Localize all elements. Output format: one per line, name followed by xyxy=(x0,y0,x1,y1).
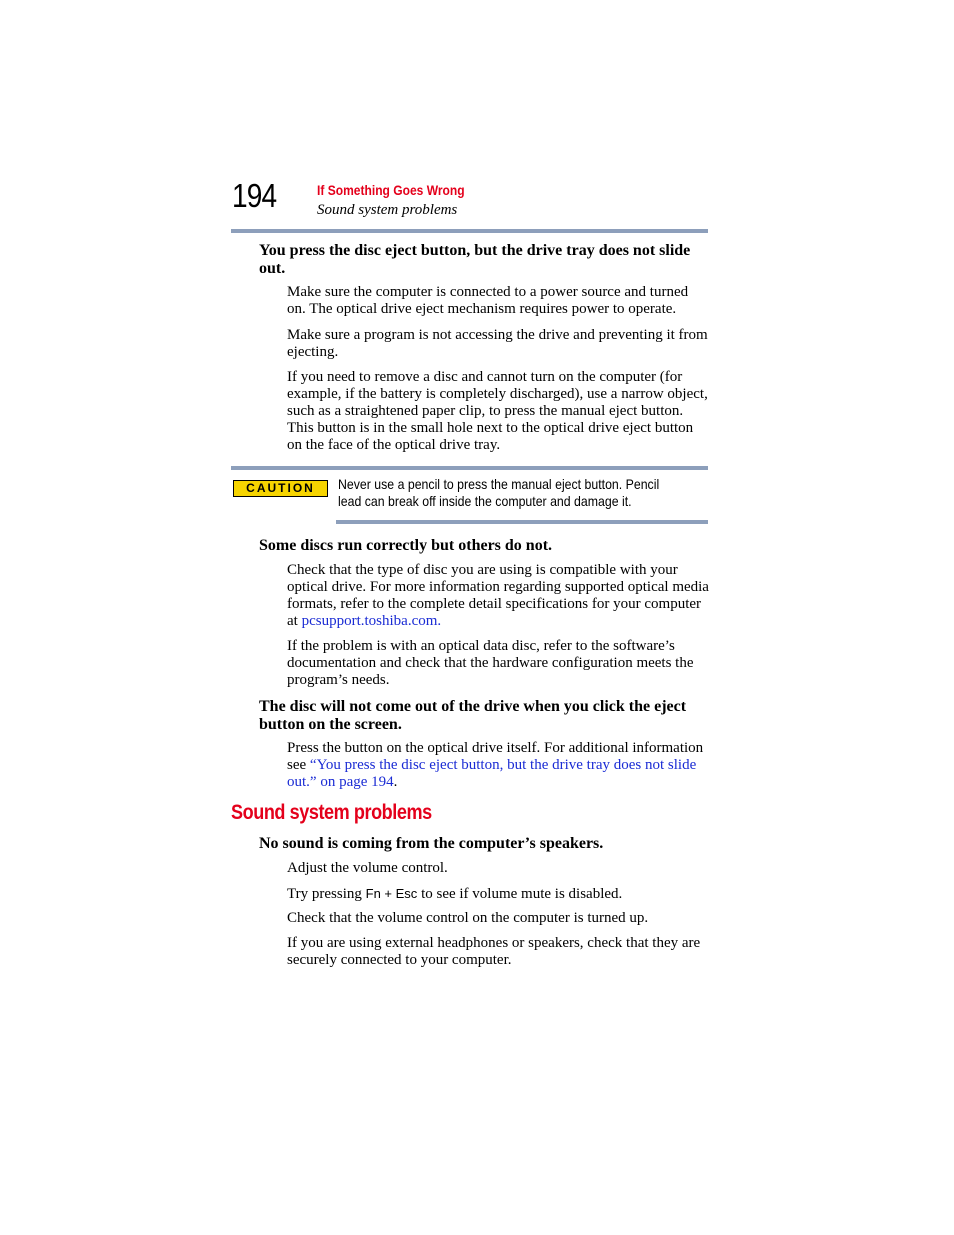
issue-eject-paragraph-3: If you need to remove a disc and cannot turn on the computer (for example, if the battery is completely discharged), use a narrow object, such as a straightened paper clip, to press the manual eject button. This button is in the small hole next to the optical drive eject button on the face of the optical drive tray. xyxy=(287,369,708,453)
issue-onscreen-eject-paragraph xyxy=(287,740,709,791)
issue-eject-question: You press the disc eject button, but the drive tray does not slide out. xyxy=(259,242,691,277)
chapter-title: If Something Goes Wrong xyxy=(317,182,465,198)
sound-p2-pre: Try pressing xyxy=(287,886,366,902)
caution-top-rule xyxy=(231,466,708,470)
cross-reference-link[interactable]: “You press the disc eject button, but the drive tray does not slide out.” on page 194 xyxy=(287,757,697,790)
issue-discs-question: Some discs run correctly but others do not. xyxy=(259,537,553,554)
sound-question: No sound is coming from the computer’s speakers. xyxy=(259,835,604,852)
issue-discs-paragraph-2: If the problem is with an optical data disc, refer to the software’s documentation and check that the hardware configuration meets the program’s needs. xyxy=(287,638,694,688)
caution-text: Never use a pencil to press the manual eject button. Pencil lead can break off inside the computer and damage it. xyxy=(338,476,660,509)
key-fn: Fn xyxy=(365,886,381,901)
sound-paragraph-2 xyxy=(287,885,709,903)
key-esc: Esc xyxy=(395,886,418,901)
sound-p2-post: to see if volume mute is disabled. xyxy=(417,886,623,902)
issue-onscreen-eject-end: . xyxy=(393,774,398,790)
section-subtitle: Sound system problems xyxy=(317,202,458,218)
page-number: 194 xyxy=(232,177,277,214)
issue-eject-paragraph-1: Make sure the computer is connected to a power source and turned on. The optical drive eject mechanism requires power to operate. xyxy=(287,284,689,317)
caution-badge: CAUTION xyxy=(233,480,328,497)
sound-section-heading: Sound system problems xyxy=(231,801,432,824)
caution-bottom-rule xyxy=(336,520,708,524)
header-rule xyxy=(231,229,708,233)
issue-eject-paragraph-2: Make sure a program is not accessing the drive and preventing it from ejecting. xyxy=(287,327,708,360)
issue-discs-paragraph-1 xyxy=(287,562,709,630)
sound-paragraph-4: If you are using external headphones or speakers, check that they are securely connected to your computer. xyxy=(287,935,701,968)
sound-paragraph-1: Adjust the volume control. xyxy=(287,860,448,876)
key-plus: + xyxy=(380,886,396,901)
sound-paragraph-3: Check that the volume control on the computer is turned up. xyxy=(287,910,649,926)
issue-discs-paragraph-1-text: Check that the type of disc you are using is compatible with your optical drive. For more information regarding supported optical media formats, refer to the complete detail specifications for your computer at xyxy=(287,562,709,629)
issue-onscreen-eject-text: Press the button on the optical drive itself. For additional information see xyxy=(287,740,704,773)
issue-onscreen-eject-question: The disc will not come out of the drive when you click the eject button on the screen. xyxy=(259,698,687,733)
pcsupport-link[interactable]: pcsupport.toshiba.com. xyxy=(301,613,442,629)
